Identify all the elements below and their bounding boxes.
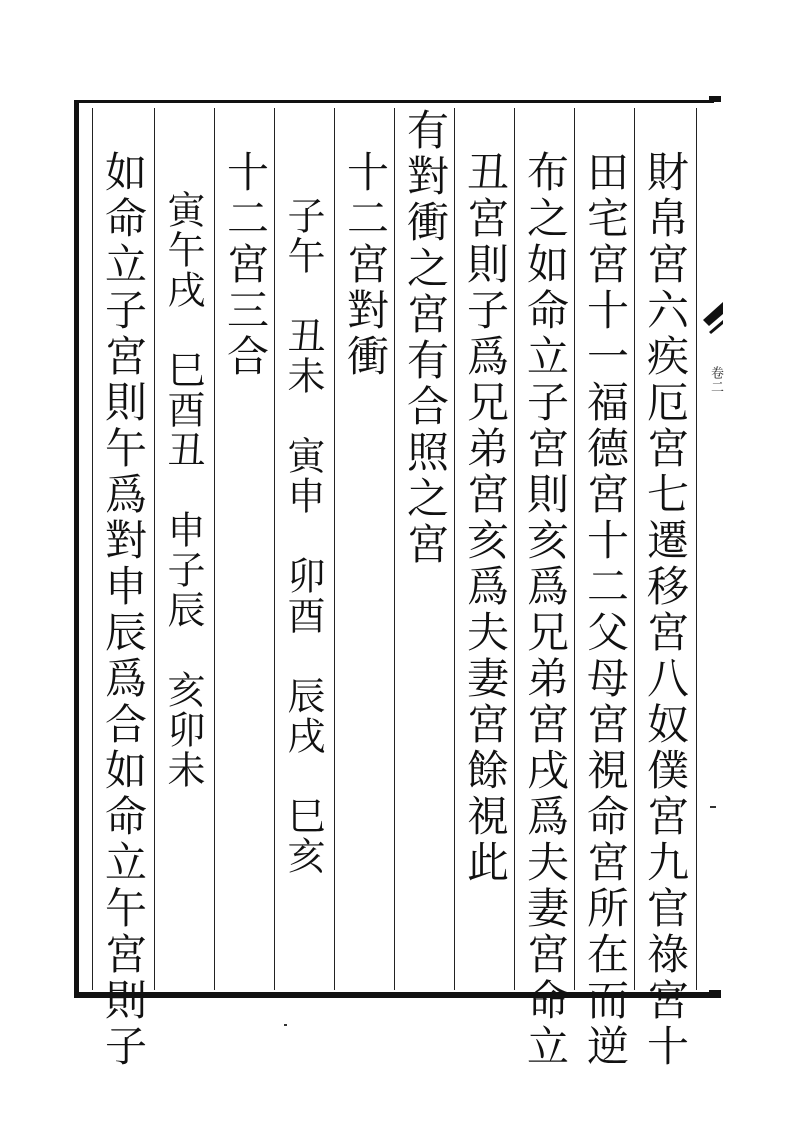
column-rule: [634, 108, 635, 990]
frame-bottom-right-edge: [709, 990, 721, 998]
ink-speck: [284, 1024, 287, 1026]
ink-speck: [710, 806, 716, 808]
text-column-5: 有對衝之宮有合照之宮: [401, 108, 450, 568]
opposition-pairs: 子午 丑未 寅申 卯酉 辰戌 巳亥: [281, 196, 325, 876]
column-rule: [394, 108, 395, 990]
section-heading-opposition: 十二宮對衝: [341, 150, 390, 380]
text-column-4: 丑宮則子爲兄弟宮亥爲夫妻宮餘視此: [461, 150, 510, 886]
text-column-2: 田宅宮十一福德宮十二父母宮視命宮所在而逆: [581, 150, 630, 1070]
column-rule: [92, 108, 93, 990]
fold-label: 卷二: [708, 366, 723, 394]
column-rule: [334, 108, 335, 990]
fishtail-mark: [703, 300, 723, 340]
column-rule: [214, 108, 215, 990]
text-column-1: 財帛宮六疾厄宮七遷移宮八奴僕宮九官祿宮十: [641, 150, 690, 1070]
column-rule: [154, 108, 155, 990]
triad-groups: 寅午戌 巳酉丑 申子辰 亥卯未: [161, 190, 205, 790]
column-rule: [696, 108, 697, 990]
text-column-3: 布之如命立子宮則亥爲兄弟宮戌爲夫妻宮命立: [521, 150, 570, 1070]
section-heading-triad: 十二宮三合: [221, 150, 270, 380]
column-rule: [514, 108, 515, 990]
column-rule: [574, 108, 575, 990]
frame-top-right-edge: [709, 96, 721, 102]
text-column-last: 如命立子宮則午爲對申辰爲合如命立午宮則子: [99, 150, 148, 1070]
column-rule: [274, 108, 275, 990]
column-rule: [454, 108, 455, 990]
